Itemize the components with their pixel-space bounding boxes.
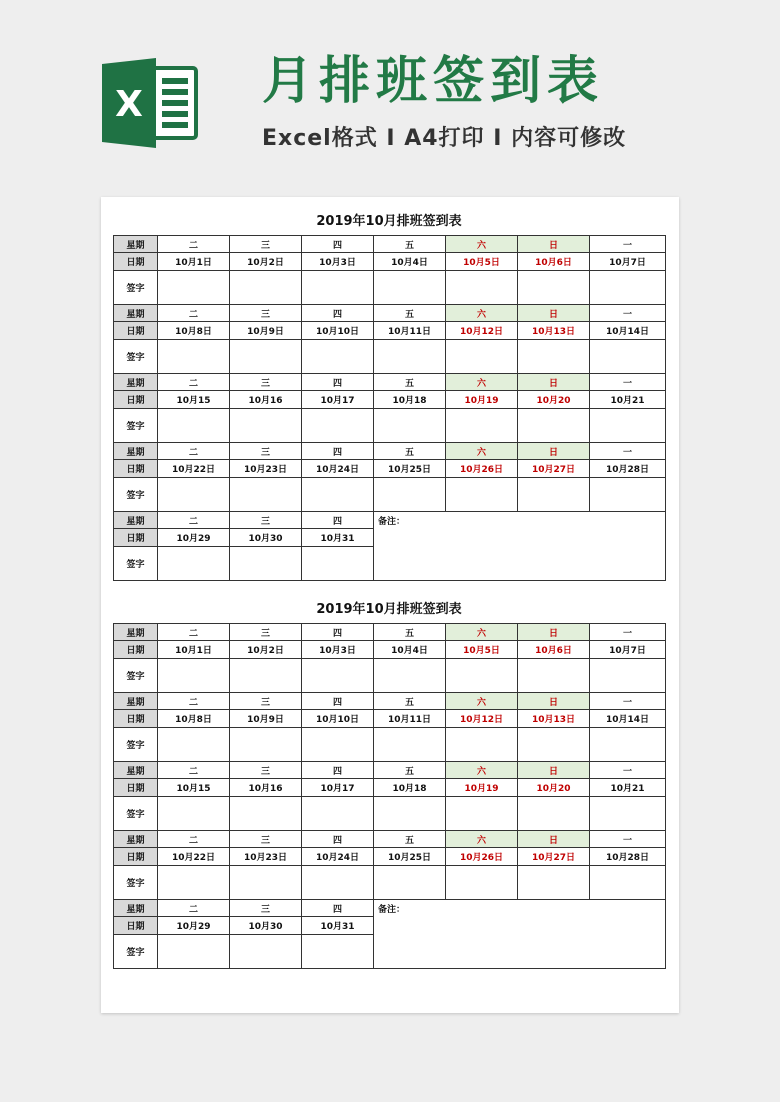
signature-cell[interactable] <box>158 866 230 900</box>
logo-letter: X <box>115 84 143 125</box>
signature-cell[interactable] <box>302 728 374 762</box>
signature-cell[interactable] <box>158 271 230 305</box>
date-cell: 10月30 <box>230 529 302 547</box>
signature-cell[interactable] <box>518 478 590 512</box>
header <box>0 0 780 190</box>
date-cell: 10月18 <box>374 391 446 409</box>
signature-cell[interactable] <box>302 409 374 443</box>
signature-cell[interactable] <box>230 659 302 693</box>
weekday-label: 星期 <box>114 762 158 779</box>
sheet-title: 2019年10月排班签到表 <box>316 602 462 617</box>
signature-cell[interactable] <box>374 659 446 693</box>
weekday-cell: 五 <box>374 762 446 779</box>
date-label: 日期 <box>114 917 158 935</box>
date-cell: 10月14日 <box>590 322 666 340</box>
date-row <box>114 710 666 728</box>
date-cell: 10月30 <box>230 917 302 935</box>
signature-cell[interactable] <box>158 935 230 969</box>
weekday-cell: 二 <box>158 693 230 710</box>
date-cell: 10月15 <box>158 391 230 409</box>
weekday-row <box>114 693 666 710</box>
date-cell: 10月11日 <box>374 710 446 728</box>
signature-row <box>114 478 666 512</box>
date-cell: 10月28日 <box>590 460 666 478</box>
weekday-cell: 二 <box>158 624 230 641</box>
date-label: 日期 <box>114 253 158 271</box>
date-cell: 10月16 <box>230 391 302 409</box>
sign-label: 签字 <box>114 797 158 831</box>
date-cell: 10月23日 <box>230 460 302 478</box>
date-cell: 10月29 <box>158 529 230 547</box>
document-page <box>101 197 679 1013</box>
date-cell: 10月19 <box>446 391 518 409</box>
weekday-row <box>114 762 666 779</box>
signature-cell[interactable] <box>158 797 230 831</box>
date-cell: 10月3日 <box>302 253 374 271</box>
signature-cell[interactable] <box>590 340 666 374</box>
weekday-cell: 五 <box>374 624 446 641</box>
sign-label: 签字 <box>114 659 158 693</box>
weekday-cell: 四 <box>302 900 374 917</box>
date-cell: 10月16 <box>230 779 302 797</box>
weekday-cell: 六 <box>446 374 518 391</box>
date-row <box>114 391 666 409</box>
signature-row <box>114 659 666 693</box>
signature-cell[interactable] <box>230 271 302 305</box>
date-cell: 10月10日 <box>302 710 374 728</box>
date-cell: 10月27日 <box>518 460 590 478</box>
weekday-cell: 日 <box>518 236 590 253</box>
sign-label: 签字 <box>114 866 158 900</box>
weekday-cell: 六 <box>446 762 518 779</box>
signature-cell[interactable] <box>374 797 446 831</box>
weekday-cell: 日 <box>518 443 590 460</box>
date-cell: 10月29 <box>158 917 230 935</box>
date-cell: 10月2日 <box>230 253 302 271</box>
schedule-sheet-2 <box>113 597 665 969</box>
sign-label: 签字 <box>114 409 158 443</box>
date-row <box>114 460 666 478</box>
signature-cell[interactable] <box>230 935 302 969</box>
date-cell: 10月26日 <box>446 460 518 478</box>
weekday-label: 星期 <box>114 305 158 322</box>
date-cell: 10月5日 <box>446 253 518 271</box>
weekday-cell: 二 <box>158 236 230 253</box>
date-cell: 10月24日 <box>302 460 374 478</box>
weekday-cell: 六 <box>446 236 518 253</box>
date-cell: 10月15 <box>158 779 230 797</box>
schedule-sheet-1 <box>113 209 665 581</box>
signature-cell[interactable] <box>446 659 518 693</box>
signature-cell[interactable] <box>518 271 590 305</box>
signature-cell[interactable] <box>590 728 666 762</box>
date-cell: 10月22日 <box>158 848 230 866</box>
weekday-cell: 一 <box>590 693 666 710</box>
weekday-cell: 日 <box>518 693 590 710</box>
weekday-cell: 四 <box>302 693 374 710</box>
date-cell: 10月11日 <box>374 322 446 340</box>
weekday-row <box>114 831 666 848</box>
signature-cell[interactable] <box>302 271 374 305</box>
date-label: 日期 <box>114 779 158 797</box>
weekday-row <box>114 512 666 529</box>
weekday-cell: 二 <box>158 900 230 917</box>
date-cell: 10月7日 <box>590 253 666 271</box>
date-cell: 10月9日 <box>230 322 302 340</box>
signature-cell[interactable] <box>230 728 302 762</box>
date-label: 日期 <box>114 322 158 340</box>
weekday-cell: 四 <box>302 762 374 779</box>
weekday-cell: 一 <box>590 236 666 253</box>
weekday-cell: 日 <box>518 831 590 848</box>
weekday-label: 星期 <box>114 512 158 529</box>
weekday-cell: 五 <box>374 305 446 322</box>
weekday-cell: 四 <box>302 831 374 848</box>
signature-cell[interactable] <box>230 478 302 512</box>
weekday-cell: 二 <box>158 831 230 848</box>
date-cell: 10月12日 <box>446 322 518 340</box>
date-cell: 10月17 <box>302 391 374 409</box>
date-cell: 10月8日 <box>158 710 230 728</box>
date-row <box>114 779 666 797</box>
signature-cell[interactable] <box>374 409 446 443</box>
signature-cell[interactable] <box>518 409 590 443</box>
signature-row <box>114 271 666 305</box>
weekday-cell: 一 <box>590 624 666 641</box>
signature-cell[interactable] <box>446 866 518 900</box>
weekday-cell: 六 <box>446 831 518 848</box>
signature-cell[interactable] <box>590 797 666 831</box>
signature-cell[interactable] <box>446 728 518 762</box>
weekday-cell: 四 <box>302 236 374 253</box>
weekday-row <box>114 305 666 322</box>
signature-cell[interactable] <box>590 271 666 305</box>
date-row <box>114 641 666 659</box>
weekday-label: 星期 <box>114 831 158 848</box>
signature-cell[interactable] <box>302 866 374 900</box>
date-cell: 10月1日 <box>158 253 230 271</box>
weekday-cell: 五 <box>374 443 446 460</box>
weekday-cell: 三 <box>230 305 302 322</box>
sign-label: 签字 <box>114 728 158 762</box>
date-cell: 10月23日 <box>230 848 302 866</box>
signature-cell[interactable] <box>374 271 446 305</box>
weekday-cell: 四 <box>302 512 374 529</box>
date-row <box>114 322 666 340</box>
weekday-cell: 六 <box>446 443 518 460</box>
date-row <box>114 848 666 866</box>
date-cell: 10月13日 <box>518 710 590 728</box>
excel-icon <box>100 58 200 148</box>
signature-cell[interactable] <box>374 866 446 900</box>
notes-cell[interactable]: 备注： <box>374 900 666 969</box>
notes-cell[interactable]: 备注： <box>374 512 666 581</box>
signature-cell[interactable] <box>446 478 518 512</box>
signature-cell[interactable] <box>518 866 590 900</box>
date-cell: 10月9日 <box>230 710 302 728</box>
weekday-cell: 二 <box>158 443 230 460</box>
signature-cell[interactable] <box>302 797 374 831</box>
signature-row <box>114 797 666 831</box>
sign-label: 签字 <box>114 547 158 581</box>
signature-cell[interactable] <box>158 547 230 581</box>
weekday-label: 星期 <box>114 900 158 917</box>
weekday-cell: 三 <box>230 693 302 710</box>
date-cell: 10月3日 <box>302 641 374 659</box>
weekday-label: 星期 <box>114 624 158 641</box>
schedule-table <box>113 623 666 969</box>
weekday-label: 星期 <box>114 443 158 460</box>
signature-cell[interactable] <box>158 659 230 693</box>
date-cell: 10月7日 <box>590 641 666 659</box>
weekday-cell: 四 <box>302 624 374 641</box>
date-cell: 10月1日 <box>158 641 230 659</box>
signature-row <box>114 728 666 762</box>
signature-cell[interactable] <box>374 728 446 762</box>
date-label: 日期 <box>114 391 158 409</box>
weekday-cell: 日 <box>518 305 590 322</box>
weekday-cell: 一 <box>590 762 666 779</box>
date-row <box>114 253 666 271</box>
weekday-cell: 日 <box>518 762 590 779</box>
weekday-label: 星期 <box>114 693 158 710</box>
weekday-cell: 三 <box>230 762 302 779</box>
weekday-cell: 四 <box>302 443 374 460</box>
weekday-cell: 六 <box>446 305 518 322</box>
weekday-cell: 六 <box>446 693 518 710</box>
weekday-cell: 四 <box>302 305 374 322</box>
weekday-cell: 三 <box>230 512 302 529</box>
weekday-row <box>114 900 666 917</box>
weekday-cell: 三 <box>230 236 302 253</box>
signature-cell[interactable] <box>302 659 374 693</box>
sign-label: 签字 <box>114 271 158 305</box>
weekday-cell: 一 <box>590 374 666 391</box>
weekday-cell: 一 <box>590 443 666 460</box>
sign-label: 签字 <box>114 935 158 969</box>
signature-cell[interactable] <box>158 728 230 762</box>
signature-cell[interactable] <box>302 340 374 374</box>
weekday-cell: 一 <box>590 305 666 322</box>
date-cell: 10月13日 <box>518 322 590 340</box>
signature-cell[interactable] <box>158 478 230 512</box>
weekday-cell: 五 <box>374 693 446 710</box>
date-cell: 10月14日 <box>590 710 666 728</box>
weekday-row <box>114 236 666 253</box>
signature-cell[interactable] <box>302 478 374 512</box>
signature-cell[interactable] <box>590 659 666 693</box>
weekday-cell: 二 <box>158 374 230 391</box>
date-cell: 10月25日 <box>374 460 446 478</box>
date-cell: 10月21 <box>590 391 666 409</box>
signature-cell[interactable] <box>302 547 374 581</box>
weekday-cell: 六 <box>446 624 518 641</box>
date-cell: 10月24日 <box>302 848 374 866</box>
sheet-title: 2019年10月排班签到表 <box>316 214 462 229</box>
date-cell: 10月2日 <box>230 641 302 659</box>
date-cell: 10月18 <box>374 779 446 797</box>
signature-row <box>114 340 666 374</box>
weekday-cell: 四 <box>302 374 374 391</box>
signature-cell[interactable] <box>590 409 666 443</box>
weekday-row <box>114 374 666 391</box>
weekday-cell: 五 <box>374 374 446 391</box>
schedule-table <box>113 235 666 581</box>
date-label: 日期 <box>114 460 158 478</box>
signature-cell[interactable] <box>518 728 590 762</box>
weekday-label: 星期 <box>114 236 158 253</box>
weekday-cell: 三 <box>230 374 302 391</box>
page-subtitle: Excel格式 I A4打印 I 内容可修改 <box>262 126 627 151</box>
signature-cell[interactable] <box>158 340 230 374</box>
date-cell: 10月26日 <box>446 848 518 866</box>
weekday-cell: 三 <box>230 900 302 917</box>
weekday-cell: 日 <box>518 374 590 391</box>
signature-cell[interactable] <box>374 478 446 512</box>
weekday-cell: 二 <box>158 762 230 779</box>
signature-cell[interactable] <box>230 547 302 581</box>
page-title: 月排班签到表 <box>262 52 605 111</box>
signature-cell[interactable] <box>230 340 302 374</box>
signature-row <box>114 866 666 900</box>
signature-row <box>114 409 666 443</box>
date-cell: 10月20 <box>518 779 590 797</box>
signature-cell[interactable] <box>446 271 518 305</box>
date-cell: 10月4日 <box>374 253 446 271</box>
date-cell: 10月22日 <box>158 460 230 478</box>
date-cell: 10月19 <box>446 779 518 797</box>
signature-cell[interactable] <box>446 797 518 831</box>
signature-cell[interactable] <box>374 340 446 374</box>
weekday-row <box>114 624 666 641</box>
weekday-cell: 三 <box>230 624 302 641</box>
date-cell: 10月31 <box>302 529 374 547</box>
date-cell: 10月27日 <box>518 848 590 866</box>
date-cell: 10月20 <box>518 391 590 409</box>
date-cell: 10月12日 <box>446 710 518 728</box>
signature-cell[interactable] <box>590 478 666 512</box>
date-cell: 10月4日 <box>374 641 446 659</box>
signature-cell[interactable] <box>302 935 374 969</box>
weekday-row <box>114 443 666 460</box>
signature-cell[interactable] <box>230 866 302 900</box>
date-cell: 10月21 <box>590 779 666 797</box>
date-cell: 10月8日 <box>158 322 230 340</box>
weekday-cell: 三 <box>230 443 302 460</box>
date-label: 日期 <box>114 848 158 866</box>
date-cell: 10月31 <box>302 917 374 935</box>
signature-cell[interactable] <box>230 797 302 831</box>
date-cell: 10月17 <box>302 779 374 797</box>
signature-cell[interactable] <box>518 797 590 831</box>
date-label: 日期 <box>114 641 158 659</box>
signature-cell[interactable] <box>518 340 590 374</box>
weekday-cell: 二 <box>158 305 230 322</box>
weekday-cell: 五 <box>374 831 446 848</box>
weekday-cell: 五 <box>374 236 446 253</box>
signature-cell[interactable] <box>518 659 590 693</box>
signature-cell[interactable] <box>590 866 666 900</box>
date-cell: 10月6日 <box>518 253 590 271</box>
weekday-label: 星期 <box>114 374 158 391</box>
date-cell: 10月25日 <box>374 848 446 866</box>
weekday-cell: 二 <box>158 512 230 529</box>
signature-cell[interactable] <box>446 409 518 443</box>
date-cell: 10月10日 <box>302 322 374 340</box>
date-cell: 10月5日 <box>446 641 518 659</box>
date-cell: 10月6日 <box>518 641 590 659</box>
weekday-cell: 一 <box>590 831 666 848</box>
signature-cell[interactable] <box>230 409 302 443</box>
signature-cell[interactable] <box>446 340 518 374</box>
signature-cell[interactable] <box>158 409 230 443</box>
sign-label: 签字 <box>114 340 158 374</box>
date-label: 日期 <box>114 710 158 728</box>
weekday-cell: 日 <box>518 624 590 641</box>
sign-label: 签字 <box>114 478 158 512</box>
date-cell: 10月28日 <box>590 848 666 866</box>
date-label: 日期 <box>114 529 158 547</box>
weekday-cell: 三 <box>230 831 302 848</box>
